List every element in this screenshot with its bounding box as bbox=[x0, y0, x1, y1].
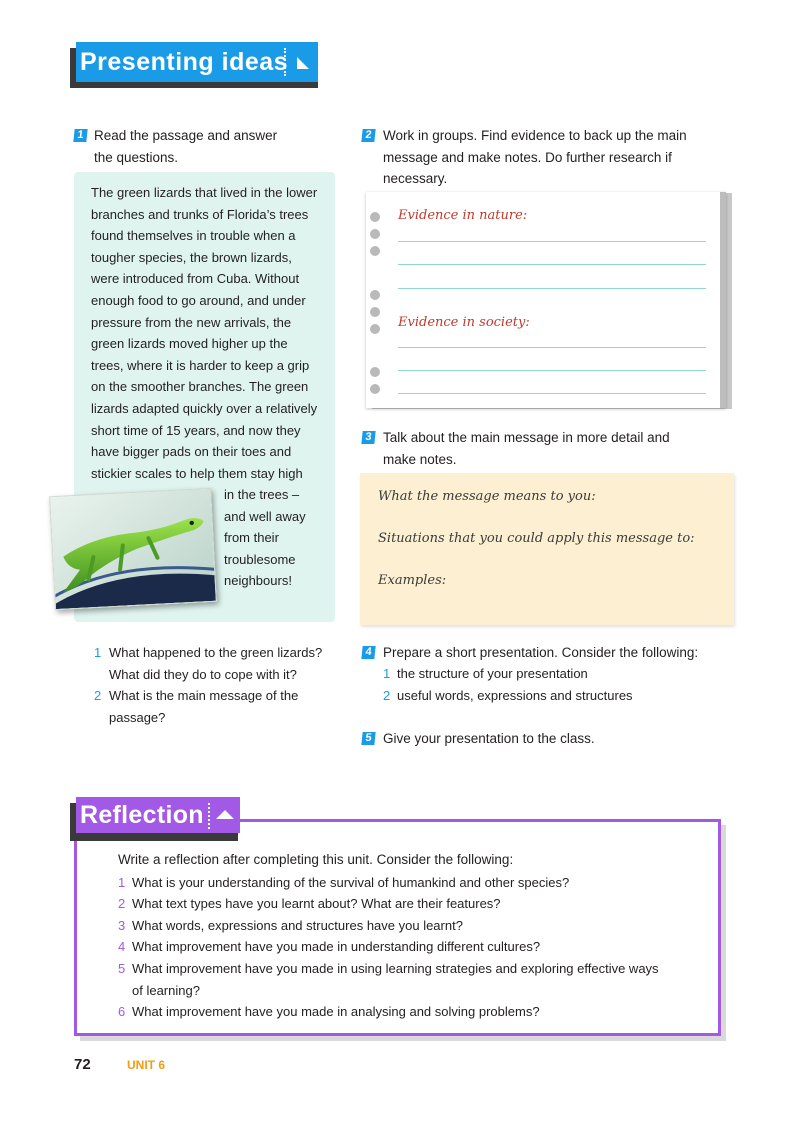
passage-text-tail bbox=[224, 484, 334, 592]
activity-5-number: 5 bbox=[361, 732, 375, 745]
ring-icon bbox=[370, 290, 380, 300]
passage-line: trees, where it is harder to keep a grip bbox=[91, 357, 310, 373]
passage-text bbox=[91, 182, 327, 484]
item-line: What improvement have you made in understanding different cultures? bbox=[132, 939, 541, 954]
item-number: 2 bbox=[383, 688, 391, 703]
triangle-up-icon bbox=[214, 806, 236, 822]
item-text bbox=[132, 936, 698, 958]
passage-line: neighbours! bbox=[224, 573, 292, 589]
activity-2-instruction bbox=[383, 125, 733, 190]
question-line: What happened to the green lizards? bbox=[109, 645, 323, 660]
instruction-line: make notes. bbox=[383, 451, 457, 467]
passage-line: enough food to go around, and under bbox=[91, 292, 306, 308]
activity-2-number: 2 bbox=[361, 129, 375, 142]
passage-line: on the smoother branches. The green bbox=[91, 379, 309, 395]
evidence-nature-label: Evidence in nature: bbox=[398, 208, 528, 223]
passage-line: tougher species, the brown lizards, bbox=[91, 249, 292, 265]
activity-3-instruction bbox=[383, 427, 733, 470]
passage-line: short time of 15 years, and now they bbox=[91, 422, 301, 438]
question-text bbox=[109, 642, 322, 685]
item-text: the structure of your presentation bbox=[397, 666, 588, 681]
page-number: 72 bbox=[74, 1056, 91, 1073]
activity-1-instruction bbox=[94, 125, 334, 168]
reflection-item-2 bbox=[118, 893, 698, 915]
item-number: 6 bbox=[118, 1004, 126, 1019]
ring-icon bbox=[370, 212, 380, 222]
item-text: useful words, expressions and structures bbox=[397, 688, 633, 703]
item-line: of learning? bbox=[132, 982, 200, 998]
green-lizard-illustration bbox=[50, 489, 216, 609]
passage-line: were introduced from Cuba. Without bbox=[91, 271, 300, 287]
note-line bbox=[398, 393, 706, 394]
passage-line: in the trees – bbox=[224, 487, 300, 502]
instruction-line: necessary. bbox=[383, 171, 448, 186]
item-number: 3 bbox=[118, 918, 126, 933]
item-line: What text types have you learnt about? What are their features? bbox=[132, 896, 501, 911]
question-number: 2 bbox=[94, 688, 102, 703]
passage-line: The green lizards that lived in the lower bbox=[91, 185, 318, 200]
question-text bbox=[109, 685, 298, 728]
passage-line: pressure from the new arrivals, the bbox=[91, 314, 292, 330]
instruction-line: Talk about the main message in more detail and bbox=[383, 430, 670, 445]
activity-3-number: 3 bbox=[361, 431, 375, 444]
reflection-item-4 bbox=[118, 936, 698, 958]
note-line bbox=[398, 347, 706, 348]
item-line: What improvement have you made in analysing and solving problems? bbox=[132, 1004, 540, 1019]
question-1 bbox=[94, 642, 344, 682]
item-number: 2 bbox=[118, 896, 126, 911]
passage-line: troublesome bbox=[224, 551, 296, 567]
prompt-situations: Situations that you could apply this message to: bbox=[378, 531, 695, 546]
passage-line: from their bbox=[224, 530, 279, 546]
unit-label: UNIT 6 bbox=[127, 1058, 166, 1072]
ring-icon bbox=[370, 384, 380, 394]
passage-line: lizards adapted quickly over a relatively bbox=[91, 400, 318, 416]
item-line: What is your understanding of the survival of humankind and other species? bbox=[132, 875, 570, 890]
section-title: Presenting ideas bbox=[80, 48, 289, 76]
note-line bbox=[398, 264, 706, 265]
evidence-society-label: Evidence in society: bbox=[398, 315, 530, 330]
activity-4-item-1 bbox=[383, 663, 723, 685]
item-text bbox=[132, 893, 698, 915]
passage-line: green lizards moved higher up the bbox=[91, 336, 288, 352]
reflection-title: Reflection bbox=[80, 801, 204, 829]
lizard-photo bbox=[49, 488, 217, 610]
question-2 bbox=[94, 685, 344, 725]
triangle-corner-icon bbox=[294, 54, 312, 72]
reflection-item-5 bbox=[118, 958, 698, 998]
passage-line: stickier scales to help them stay high bbox=[91, 465, 303, 481]
item-line: What words, expressions and structures have you learnt? bbox=[132, 918, 463, 933]
item-number: 4 bbox=[118, 939, 126, 954]
note-line bbox=[398, 370, 706, 371]
instruction-line: Read the passage and answer bbox=[94, 128, 278, 143]
note-line bbox=[398, 241, 706, 242]
question-number: 1 bbox=[94, 645, 102, 660]
passage-line: have bigger pads on their toes and bbox=[91, 444, 292, 460]
passage-line: and well away bbox=[224, 508, 306, 524]
reflection-item-1 bbox=[118, 872, 698, 894]
reflection-divider bbox=[208, 803, 210, 829]
item-text bbox=[132, 915, 698, 937]
ring-icon bbox=[370, 246, 380, 256]
question-line: What is the main message of the bbox=[109, 688, 299, 703]
question-line: What did they do to cope with it? bbox=[109, 666, 297, 682]
item-number: 5 bbox=[118, 961, 126, 976]
ring-icon bbox=[370, 307, 380, 317]
ring-icon bbox=[370, 324, 380, 334]
activity-4-number: 4 bbox=[361, 646, 375, 659]
passage-line: branches and trunks of Florida’s trees bbox=[91, 206, 309, 222]
item-number: 1 bbox=[118, 875, 126, 890]
note-line bbox=[398, 288, 706, 289]
activity-5-instruction: Give your presentation to the class. bbox=[383, 731, 595, 746]
activity-4-instruction: Prepare a short presentation. Consider the following: bbox=[383, 645, 699, 660]
passage-line: found themselves in trouble when a bbox=[91, 228, 296, 244]
instruction-line: the questions. bbox=[94, 149, 179, 165]
item-text bbox=[132, 1001, 698, 1023]
question-line: passage? bbox=[109, 709, 166, 725]
item-line: What improvement have you made in using learning strategies and exploring effective ways bbox=[132, 961, 659, 976]
item-text bbox=[132, 958, 698, 1001]
item-text bbox=[132, 872, 698, 894]
activity-1-number: 1 bbox=[73, 129, 87, 142]
notebook-page bbox=[366, 192, 726, 408]
reflection-item-3 bbox=[118, 915, 698, 937]
activity-4-item-2 bbox=[383, 685, 723, 707]
ring-icon bbox=[370, 229, 380, 239]
reflection-item-6 bbox=[118, 1001, 698, 1023]
item-number: 1 bbox=[383, 666, 391, 681]
header-divider bbox=[284, 48, 286, 76]
prompt-examples: Examples: bbox=[378, 573, 447, 588]
ring-icon bbox=[370, 367, 380, 377]
reflection-intro: Write a reflection after completing this unit. Consider the following: bbox=[118, 852, 514, 867]
instruction-line: Work in groups. Find evidence to back up the main bbox=[383, 128, 687, 143]
instruction-line: message and make notes. Do further research if bbox=[383, 149, 672, 165]
prompt-meaning: What the message means to you: bbox=[378, 489, 596, 504]
